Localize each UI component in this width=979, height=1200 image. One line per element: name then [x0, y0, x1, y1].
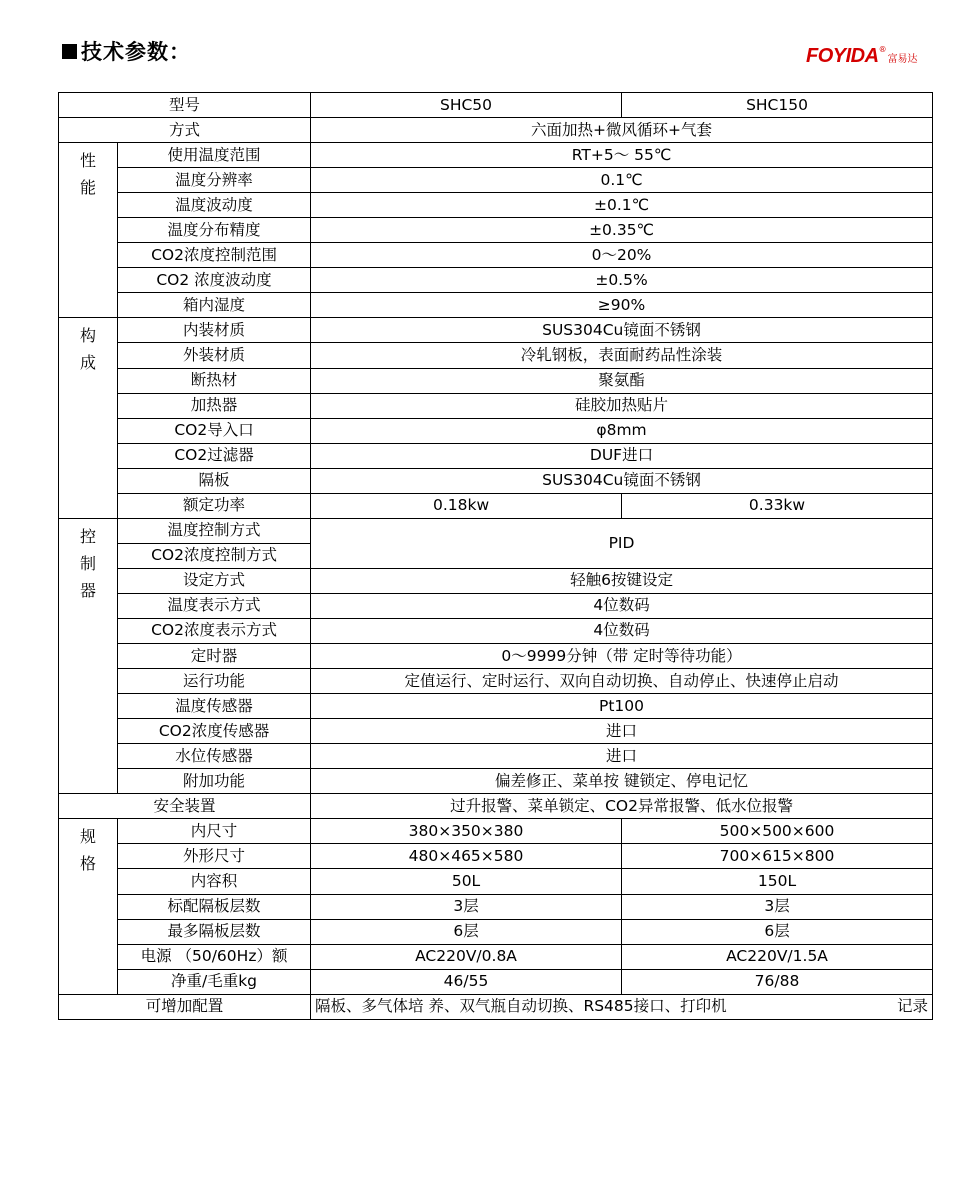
table-row — [59, 443, 933, 468]
row-value: 3层 — [311, 894, 622, 919]
safety-value: 过升报警、菜单锁定、CO2异常报警、低水位报警 — [311, 794, 933, 819]
row-label: 水位传感器 — [118, 744, 311, 769]
table-row — [59, 944, 933, 969]
table-row — [59, 493, 933, 518]
method-value: 六面加热+微风循环+气套 — [311, 118, 933, 143]
row-label: 标配隔板层数 — [118, 894, 311, 919]
group-label: 控制器 — [79, 526, 96, 600]
table-row — [59, 118, 933, 143]
table-row — [59, 819, 933, 844]
brand-chinese-name: 富易达 — [887, 54, 918, 65]
options-value: 隔板、多气体培 养、双气瓶自动切换、RS485接口、打印机 — [315, 997, 727, 1016]
table-row — [59, 719, 933, 744]
row-value: PID — [311, 518, 933, 568]
row-value: 380×350×380 — [311, 819, 622, 844]
table-row — [59, 218, 933, 243]
row-label: 箱内湿度 — [118, 293, 311, 318]
table-row — [59, 844, 933, 869]
table-row — [59, 393, 933, 418]
row-value: 0.18kw — [311, 493, 622, 518]
row-label: 内容积 — [118, 869, 311, 894]
method-label: 方式 — [59, 118, 311, 143]
row-value: 46/55 — [311, 969, 622, 994]
row-label: 内尺寸 — [118, 819, 311, 844]
row-value: 0～9999分钟（带 定时等待功能） — [311, 644, 933, 669]
row-label: 温度分辨率 — [118, 168, 311, 193]
row-value: ≥90% — [311, 293, 933, 318]
spec-table — [58, 92, 933, 1020]
group-controller — [59, 518, 118, 794]
table-row — [59, 969, 933, 994]
row-value: 0.33kw — [622, 493, 933, 518]
row-value: 500×500×600 — [622, 819, 933, 844]
row-label: 电源 （50/60Hz）额 — [118, 944, 311, 969]
table-row — [59, 293, 933, 318]
table-row — [59, 368, 933, 393]
row-label: 运行功能 — [118, 669, 311, 694]
row-label: 断热材 — [118, 368, 311, 393]
row-label: 温度分布精度 — [118, 218, 311, 243]
row-value: 冷轧钢板，表面耐药品性涂装 — [311, 343, 933, 368]
row-label: 外装材质 — [118, 343, 311, 368]
table-row — [59, 869, 933, 894]
row-value: 进口 — [311, 744, 933, 769]
row-value: SUS304Cu镜面不锈钢 — [311, 318, 933, 343]
table-row — [59, 418, 933, 443]
page-title — [62, 36, 191, 66]
options-label: 可增加配置 — [59, 994, 311, 1019]
row-value: 76/88 — [622, 969, 933, 994]
table-row — [59, 919, 933, 944]
row-value: φ8mm — [311, 418, 933, 443]
row-value: AC220V/1.5A — [622, 944, 933, 969]
row-value: DUF进口 — [311, 443, 933, 468]
row-value: 0～20% — [311, 243, 933, 268]
row-value: 4位数码 — [311, 618, 933, 643]
options-cell — [311, 994, 933, 1019]
table-row — [59, 894, 933, 919]
row-value: 硅胶加热贴片 — [311, 393, 933, 418]
table-row — [59, 518, 933, 543]
row-label: CO2 浓度波动度 — [118, 268, 311, 293]
group-label: 规格 — [79, 827, 96, 874]
safety-label: 安全装置 — [59, 794, 311, 819]
row-value: SUS304Cu镜面不锈钢 — [311, 468, 933, 493]
group-performance — [59, 143, 118, 318]
table-row — [59, 468, 933, 493]
table-row — [59, 769, 933, 794]
row-label: CO2浓度控制方式 — [118, 543, 311, 568]
model-name: SHC50 — [311, 93, 622, 118]
row-value: Pt100 — [311, 694, 933, 719]
brand-mark: FOYIDA — [806, 45, 879, 67]
table-row — [59, 794, 933, 819]
table-row — [59, 994, 933, 1019]
row-value: 0.1℃ — [311, 168, 933, 193]
table-row — [59, 568, 933, 593]
row-label: CO2浓度控制范围 — [118, 243, 311, 268]
table-row — [59, 168, 933, 193]
group-label: 构成 — [79, 326, 96, 373]
row-label: 隔板 — [118, 468, 311, 493]
row-label: CO2过滤器 — [118, 443, 311, 468]
table-row — [59, 143, 933, 168]
row-label: 最多隔板层数 — [118, 919, 311, 944]
row-label: 使用温度范围 — [118, 143, 311, 168]
table-row — [59, 243, 933, 268]
row-value: 轻触6按键设定 — [311, 568, 933, 593]
row-value: AC220V/0.8A — [311, 944, 622, 969]
row-label: 设定方式 — [118, 568, 311, 593]
row-label: 内装材质 — [118, 318, 311, 343]
row-label: 加热器 — [118, 393, 311, 418]
row-value: 聚氨酯 — [311, 368, 933, 393]
row-label: 温度传感器 — [118, 694, 311, 719]
row-value: ±0.5% — [311, 268, 933, 293]
model-label: 型号 — [59, 93, 311, 118]
row-value: RT+5～ 55℃ — [311, 143, 933, 168]
row-label: 温度表示方式 — [118, 593, 311, 618]
row-value: 偏差修正、菜单按 键锁定、停电记忆 — [311, 769, 933, 794]
brand-logo — [806, 45, 918, 68]
row-value: 6层 — [622, 919, 933, 944]
row-label: 温度波动度 — [118, 193, 311, 218]
row-value: 480×465×580 — [311, 844, 622, 869]
brand-registered: ® — [878, 45, 887, 54]
table-row — [59, 744, 933, 769]
row-value: 700×615×800 — [622, 844, 933, 869]
row-value: 3层 — [622, 894, 933, 919]
table-row — [59, 669, 933, 694]
row-label: 额定功率 — [118, 493, 311, 518]
row-value: 进口 — [311, 719, 933, 744]
row-label: 定时器 — [118, 644, 311, 669]
options-value-end: 记录 — [897, 997, 929, 1016]
row-label: CO2浓度表示方式 — [118, 618, 311, 643]
page-title-text: 技术参数： — [81, 40, 191, 64]
table-row — [59, 593, 933, 618]
square-bullet-icon — [62, 44, 77, 59]
row-label: CO2浓度传感器 — [118, 719, 311, 744]
table-row — [59, 268, 933, 293]
row-value: 6层 — [311, 919, 622, 944]
group-specs — [59, 819, 118, 994]
row-label: 温度控制方式 — [118, 518, 311, 543]
row-label: CO2导入口 — [118, 418, 311, 443]
row-label: 外形尺寸 — [118, 844, 311, 869]
row-label: 净重/毛重kg — [118, 969, 311, 994]
table-row — [59, 618, 933, 643]
row-value: 50L — [311, 869, 622, 894]
table-row — [59, 343, 933, 368]
row-value: 150L — [622, 869, 933, 894]
model-name: SHC150 — [622, 93, 933, 118]
row-value: 定值运行、定时运行、双向自动切换、自动停止、快速停止启动 — [311, 669, 933, 694]
row-value: ±0.1℃ — [311, 193, 933, 218]
table-row — [59, 694, 933, 719]
row-value: ±0.35℃ — [311, 218, 933, 243]
table-row — [59, 644, 933, 669]
table-row — [59, 318, 933, 343]
group-label: 性能 — [79, 151, 96, 198]
table-row — [59, 193, 933, 218]
row-value: 4位数码 — [311, 593, 933, 618]
row-label: 附加功能 — [118, 769, 311, 794]
group-composition — [59, 318, 118, 518]
table-row — [59, 93, 933, 118]
